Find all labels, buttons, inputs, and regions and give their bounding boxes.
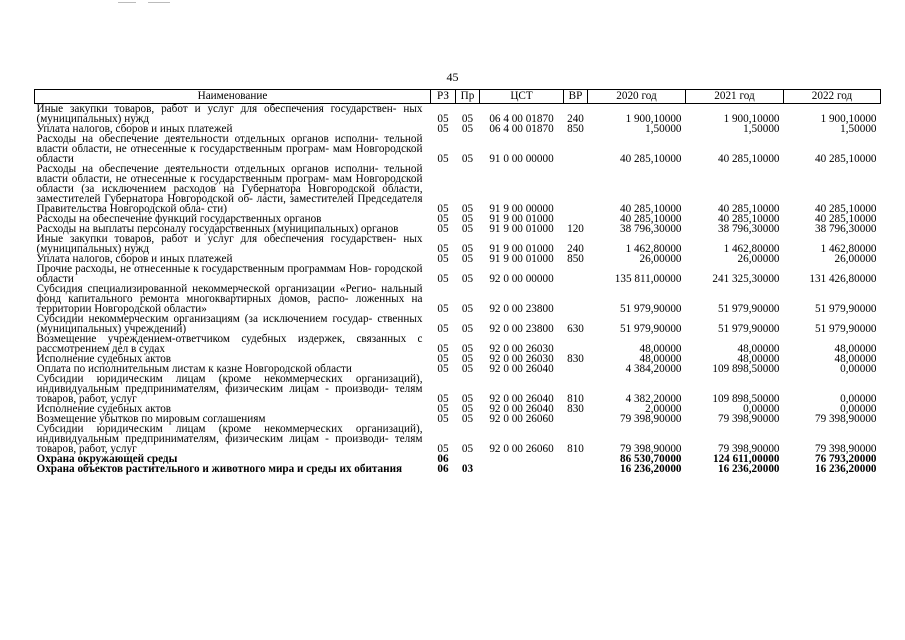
cell-rz: 05: [437, 403, 449, 415]
cell-pr: 05: [461, 413, 474, 425]
cell-cst: 91 9 00 01000: [489, 213, 554, 225]
cell-2020: 40 285,10000: [619, 213, 682, 225]
cell-vr: [564, 164, 588, 214]
cell-2020: 4 382,20000: [625, 393, 682, 405]
cell-2022: 1 462,80000: [820, 243, 877, 255]
cell-rz: 05: [437, 303, 449, 315]
cell-vr: 630: [567, 323, 584, 335]
cell-name: Расходы на обеспечение деятельности отдельных органов исполни- тельной власти области, не отнесенные к государственным програм- мам Новгородской области (за исключением расходов на Губернатора Новгородской области, заместителей Губернатора Новгородской об- ласти, заместителей Председателя Правительства Новгородской обла- сти): [36, 163, 423, 215]
cell-name: Расходы на выплаты персоналу государственных (муниципальных) органов: [36, 223, 399, 235]
cell-name: Расходы на обеспечение деятельности отдельных органов исполни- тельной власти области, не отнесенные к государственным програм- мам Новгородской области: [36, 133, 423, 165]
cell-pr: 05: [461, 253, 474, 265]
table-header-row: [35, 90, 881, 104]
cell-pr: 05: [461, 243, 474, 255]
cell-rz: 05: [437, 413, 449, 425]
cell-2022: 1,50000: [840, 123, 877, 135]
cell-rz: 05: [437, 213, 449, 225]
cell-2022: 79 398,90000: [814, 443, 877, 455]
cell-2020: 40 285,10000: [619, 153, 682, 165]
table-row: [35, 314, 881, 334]
cell-2020: 2,00000: [645, 403, 682, 415]
cell-vr: 810: [567, 393, 584, 405]
header-vr: ВР: [564, 90, 588, 104]
cell-2021: 16 236,20000: [717, 463, 780, 475]
cell-2021: 79 398,90000: [717, 413, 780, 425]
cell-2020: 48,00000: [639, 343, 682, 355]
cell-name: Уплата налогов, сборов и иных платежей: [36, 253, 233, 265]
cell-2022: 0,00000: [840, 393, 877, 405]
cell-name: Расходы на обеспечение функций государственных органов: [36, 213, 322, 225]
cell-cst: 92 0 00 26040: [489, 393, 554, 405]
cell-cst: 91 9 00 00000: [489, 203, 554, 215]
cell-2020: 86 530,70000: [619, 453, 682, 465]
cell-2021: 40 285,10000: [717, 213, 780, 225]
cell-rz: 05: [437, 253, 449, 265]
cell-vr: [564, 134, 588, 164]
cell-pr: 05: [461, 123, 474, 135]
table-row: [35, 164, 881, 214]
cell-2020: 38 796,30000: [619, 223, 682, 235]
cell-2022: 40 285,10000: [814, 213, 877, 225]
cell-2022: 131 426,80000: [809, 273, 877, 285]
header-pr: Пр: [456, 90, 480, 104]
cell-2022: 0,00000: [840, 403, 877, 415]
cell-vr: 850: [567, 123, 584, 135]
cell-cst: 91 9 00 01000: [489, 253, 554, 265]
cell-2021: 51 979,90000: [717, 303, 780, 315]
table-row: [35, 264, 881, 284]
cell-cst: 92 0 00 26060: [489, 413, 554, 425]
cell-2020: 51 979,90000: [619, 303, 682, 315]
cell-2020: 4 384,20000: [625, 363, 682, 375]
cell-2022: 40 285,10000: [814, 203, 877, 215]
cell-rz: 05: [437, 243, 449, 255]
cell-2022: 48,00000: [834, 353, 877, 365]
cell-2020: 79 398,90000: [619, 443, 682, 455]
cell-cst: 06 4 00 01870: [489, 123, 554, 135]
cell-rz: 05: [437, 273, 449, 285]
table-row: [35, 234, 881, 254]
cell-cst: [480, 454, 564, 464]
cell-2020: 1,50000: [645, 123, 682, 135]
cell-vr: 810: [567, 443, 584, 455]
cell-2022: 1 900,10000: [820, 113, 877, 125]
cell-2022: 48,00000: [834, 343, 877, 355]
cell-cst: 92 0 00 26040: [489, 403, 554, 415]
cell-pr: 05: [461, 213, 474, 225]
cell-rz: 05: [437, 223, 449, 235]
cell-cst: 92 0 00 26040: [489, 363, 554, 375]
cell-cst: 92 0 00 23800: [489, 303, 554, 315]
cell-2020: 51 979,90000: [619, 323, 682, 335]
cell-pr: 05: [461, 443, 474, 455]
cell-name: Оплата по исполнительным листам к казне Новгородской области: [36, 363, 352, 375]
cell-2022: 38 796,30000: [814, 223, 877, 235]
cell-cst: 92 0 00 00000: [489, 273, 554, 285]
cell-2022: 76 793,20000: [814, 453, 877, 465]
table-row: [35, 424, 881, 454]
cell-vr: [564, 334, 588, 354]
header-rz: РЗ: [431, 90, 456, 104]
cell-name: Возмещение учреждением-ответчиком судебных издержек, связанных с рассмотрением дел в судах: [36, 333, 423, 355]
cell-2022: 16 236,20000: [814, 463, 877, 475]
cell-2020: 40 285,10000: [619, 203, 682, 215]
cell-2022: 40 285,10000: [814, 153, 877, 165]
cell-vr: [564, 464, 588, 474]
cell-pr: 05: [461, 403, 474, 415]
table-row: [35, 284, 881, 314]
cell-cst: 91 0 00 00000: [489, 153, 554, 165]
cell-rz: 05: [437, 203, 449, 215]
cell-2021: 124 611,00000: [712, 453, 780, 465]
cell-2021: 109 898,50000: [712, 393, 780, 405]
cell-2020: 135 811,00000: [614, 273, 682, 285]
header-2020: 2020 год: [588, 90, 686, 104]
cell-vr: 830: [567, 403, 584, 415]
cell-2021: 0,00000: [743, 403, 780, 415]
cell-2021: 48,00000: [737, 353, 780, 365]
cell-2020: 1 462,80000: [625, 243, 682, 255]
cell-name: Охрана окружающей среды: [36, 453, 178, 465]
cell-2021: 51 979,90000: [717, 323, 780, 335]
cell-rz: 05: [437, 363, 449, 375]
cell-2020: 48,00000: [639, 353, 682, 365]
cell-2022: 51 979,90000: [814, 323, 877, 335]
table-row: [35, 464, 881, 474]
cell-name: Охрана объектов растительного и животного мира и среды их обитания: [36, 463, 403, 475]
header-name: Наименование: [35, 90, 431, 104]
cell-vr: [564, 364, 588, 374]
cell-rz: 05: [437, 393, 449, 405]
cell-vr: 830: [567, 353, 584, 365]
cell-vr: [564, 284, 588, 314]
cell-rz: 06: [437, 463, 449, 475]
cell-cst: 92 0 00 23800: [489, 323, 554, 335]
cell-2021: 241 325,30000: [712, 273, 780, 285]
cell-pr: 05: [461, 343, 474, 355]
cell-vr: 240: [567, 113, 584, 125]
cell-pr: 05: [461, 363, 474, 375]
cell-rz: 05: [437, 113, 449, 125]
scan-artifact: [118, 2, 136, 3]
cell-name: Иные закупки товаров, работ и услуг для обеспечения государствен- ных (муниципальных) нужд: [36, 233, 423, 255]
cell-pr: 05: [461, 203, 474, 215]
cell-2021: 40 285,10000: [717, 203, 780, 215]
cell-name: Исполнение судебных актов: [36, 353, 172, 365]
cell-pr: 05: [461, 153, 474, 165]
cell-cst: [480, 464, 564, 474]
cell-pr: 05: [461, 113, 474, 125]
table-row: [35, 374, 881, 404]
budget-table: [34, 89, 881, 474]
cell-rz: 05: [437, 443, 449, 455]
cell-vr: [564, 414, 588, 424]
cell-2021: 26,00000: [737, 253, 780, 265]
cell-rz: 05: [437, 123, 449, 135]
cell-name: Субсидии юридическим лицам (кроме некоммерческих организаций), индивидуальным предпринимателям, физическим лицам - производи- телям товаров, работ, услуг: [36, 423, 423, 455]
cell-name: Возмещение убытков по мировым соглашениям: [36, 413, 266, 425]
cell-pr: 05: [461, 303, 474, 315]
cell-2022: 51 979,90000: [814, 303, 877, 315]
cell-2020: 79 398,90000: [619, 413, 682, 425]
table-row: [35, 134, 881, 164]
header-2022: 2022 год: [784, 90, 881, 104]
cell-vr: 850: [567, 253, 584, 265]
cell-pr: 05: [461, 323, 474, 335]
cell-name: Прочие расходы, не отнесенные к государственным программам Нов- городской области: [36, 263, 423, 285]
cell-pr: 05: [461, 273, 474, 285]
cell-pr: 05: [461, 393, 474, 405]
cell-2021: 48,00000: [737, 343, 780, 355]
cell-rz: 06: [437, 453, 449, 465]
cell-cst: 06 4 00 01870: [489, 113, 554, 125]
cell-rz: 05: [437, 343, 449, 355]
page-number: 45: [446, 70, 459, 84]
cell-pr: 03: [461, 463, 474, 475]
cell-2020: 26,00000: [639, 253, 682, 265]
cell-2021: 1,50000: [743, 123, 780, 135]
cell-vr: [564, 454, 588, 464]
cell-2020: 16 236,20000: [619, 463, 682, 475]
cell-2021: 40 285,10000: [717, 153, 780, 165]
cell-2021: 109 898,50000: [712, 363, 780, 375]
cell-rz: 05: [437, 153, 449, 165]
header-2021: 2021 год: [686, 90, 784, 104]
cell-cst: 92 0 00 26030: [489, 343, 554, 355]
table-row: [35, 104, 881, 125]
scan-artifact: [148, 2, 170, 3]
cell-name: Субсидии юридическим лицам (кроме некоммерческих организаций), индивидуальным предпринимателям, физическим лицам - производи- телям товаров, работ, услуг: [36, 373, 423, 405]
cell-name: Уплата налогов, сборов и иных платежей: [36, 123, 233, 135]
cell-cst: 91 9 00 01000: [489, 243, 554, 255]
cell-2021: 79 398,90000: [717, 443, 780, 455]
cell-cst: 92 0 00 26060: [489, 443, 554, 455]
cell-2020: 1 900,10000: [625, 113, 682, 125]
cell-2021: 1 462,80000: [723, 243, 780, 255]
table-row: [35, 334, 881, 354]
cell-2021: 1 900,10000: [723, 113, 780, 125]
cell-vr: [564, 264, 588, 284]
cell-pr: 05: [461, 353, 474, 365]
cell-cst: 91 9 00 01000: [489, 223, 554, 235]
header-cst: ЦСТ: [480, 90, 564, 104]
cell-cst: 92 0 00 26030: [489, 353, 554, 365]
cell-name: Иные закупки товаров, работ и услуг для обеспечения государствен- ных (муниципальных) нужд: [36, 103, 423, 125]
cell-2022: 0,00000: [840, 363, 877, 375]
cell-2022: 26,00000: [834, 253, 877, 265]
cell-vr: 240: [567, 243, 584, 255]
cell-name: Исполнение судебных актов: [36, 403, 172, 415]
cell-rz: 05: [437, 323, 449, 335]
cell-name: Субсидия специализированной некоммерческой организации «Регио- нальный фонд капитального ремонта многоквартирных домов, распо- ложенных на территории Новгородской области»: [36, 283, 423, 315]
cell-2021: 38 796,30000: [717, 223, 780, 235]
cell-2022: 79 398,90000: [814, 413, 877, 425]
cell-name: Субсидии некоммерческим организациям (за исключением государ- ственных (муниципальных) учреждений): [36, 313, 423, 335]
cell-rz: 05: [437, 353, 449, 365]
cell-pr: 05: [461, 223, 474, 235]
cell-vr: 120: [567, 223, 584, 235]
